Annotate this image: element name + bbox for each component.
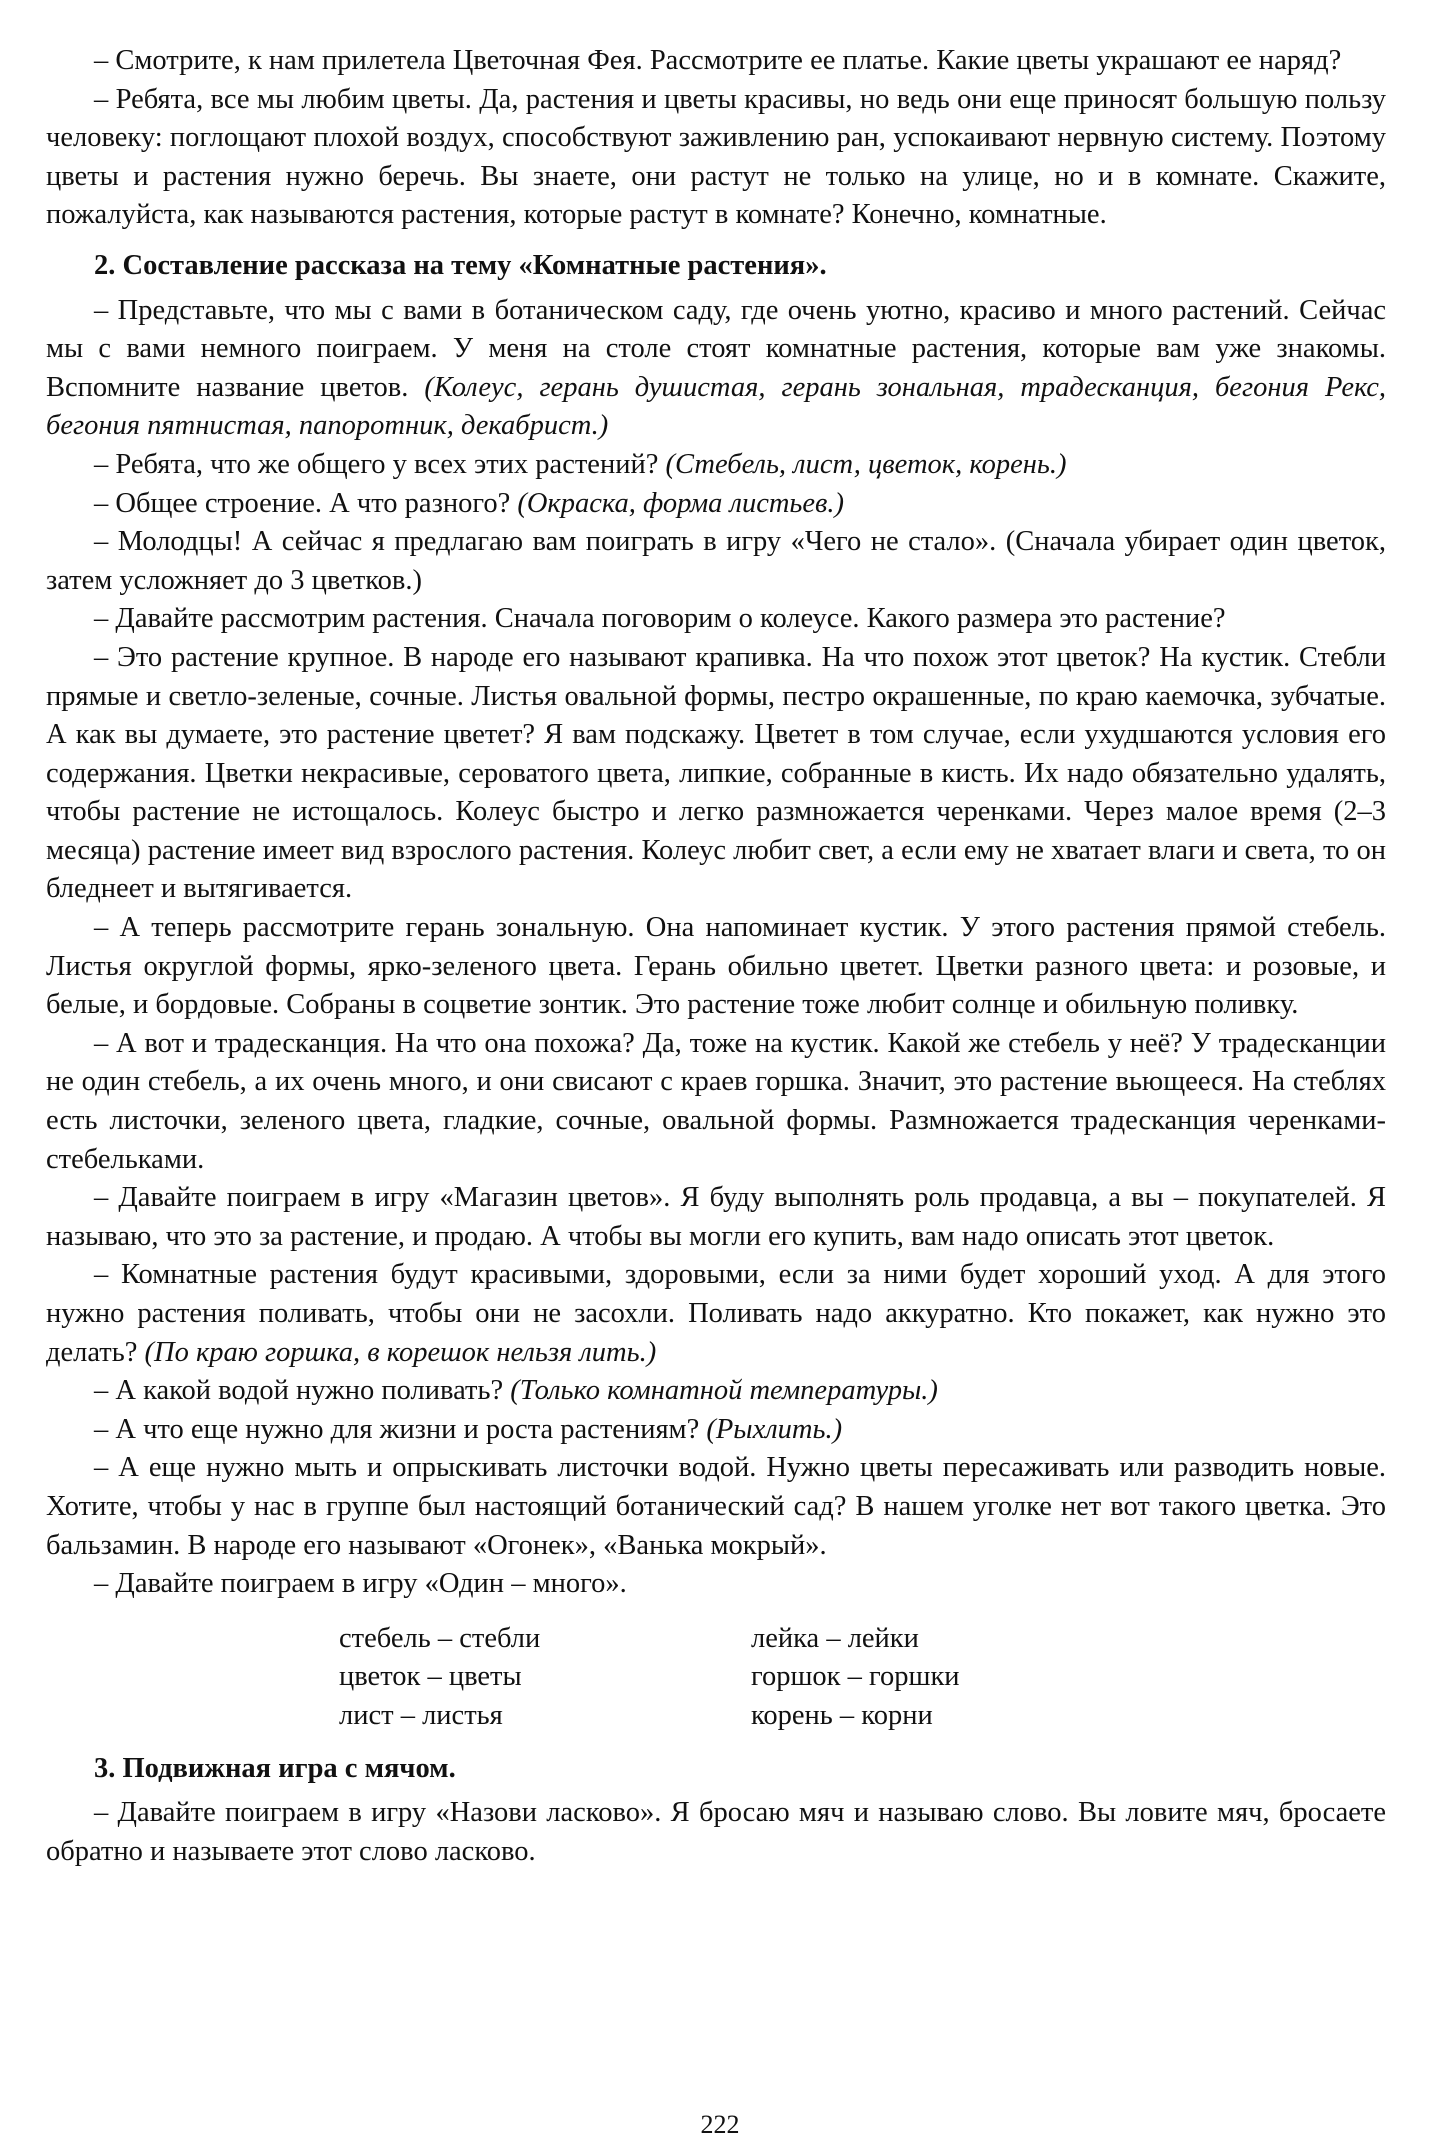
paragraph-text: – Давайте поиграем в игру «Магазин цветов». Я буду выполнять роль продавца, а вы – покупателей. Я называю, что это за растение, и продаю. А чтобы вы могли его купить, вам надо описать этот цветок. xyxy=(46,1182,1386,1252)
paragraph-text: – А еще нужно мыть и опрыскивать листочки водой. Нужно цветы пересаживать или разводить новые. Хотите, чтобы у нас в группе был настоящий ботанический сад? В нашем уголке нет вот такого цветка. Это бальзамин. В народе его называют «Огонек», «Ванька мокрый». xyxy=(46,1452,1386,1561)
document-body xyxy=(46,42,1386,1871)
paragraph-text: – Это растение крупное. В народе его называют крапивка. На что похож этот цветок? На кустик. Стебли прямые и светло-зеленые, сочные. Листья овальной формы, пестро окрашенные, по краю каемочка, зубчатые. А как вы думаете, это растение цветет? Я вам подскажу. Цветет в том случае, если ухудшаются условия его содержания. Цветки некрасивые, сероватого цвета, липкие, собранные в кисть. Их надо обязательно удалять, чтобы растение не истощалось. Колеус быстро и легко размножается черенками. Через малое время (2–3 месяца) растение имеет вид взрослого растения. Колеус любит свет, а если ему не хватает влаги и света, то он бледнеет и вытягивается. xyxy=(46,641,1386,905)
word-pair: лейка – лейки xyxy=(751,1622,919,1654)
paragraph-text: – Общее строение. А что разного? xyxy=(94,487,518,519)
section-heading: 2. Составление рассказа на тему «Комнатные растения». xyxy=(94,249,827,281)
paragraph xyxy=(46,639,1386,909)
paragraph xyxy=(46,1565,1386,1604)
paragraph xyxy=(46,1256,1386,1372)
paragraph-text: – Смотрите, к нам прилетела Цветочная Фея. Рассмотрите ее платье. Какие цветы украшают ее наряд? xyxy=(94,45,1342,76)
paragraph-text: – Молодцы! А сейчас я предлагаю вам поиграть в игру «Чего не стало». (Сначала убирает один цветок, затем усложняет до 3 цветков.) xyxy=(46,526,1386,596)
word-pair: цветок – цветы xyxy=(339,1661,522,1693)
paragraph xyxy=(46,1025,1386,1179)
word-pair: лист – листья xyxy=(339,1699,503,1731)
word-pair: стебель – стебли xyxy=(339,1622,541,1654)
word-pair: корень – корни xyxy=(751,1699,933,1731)
paragraph xyxy=(46,600,1386,639)
italic-answer: (Стебель, лист, цветок, корень.) xyxy=(665,448,1067,480)
word-pair: горшок – горшки xyxy=(751,1661,960,1693)
paragraph xyxy=(46,1411,1386,1450)
paragraph xyxy=(46,1794,1386,1871)
paragraph-text: – Давайте поиграем в игру «Назови ласково». Я бросаю мяч и называю слово. Вы ловите мяч, бросаете обратно и называете этот слово ласково. xyxy=(46,1797,1386,1867)
paragraph xyxy=(46,42,1386,81)
paragraph xyxy=(46,1372,1386,1411)
italic-answer: (Рыхлить.) xyxy=(706,1413,843,1445)
paragraph xyxy=(46,1449,1386,1565)
section-heading: 3. Подвижная игра с мячом. xyxy=(94,1752,456,1784)
paragraph-text: – Ребята, все мы любим цветы. Да, растения и цветы красивы, но ведь они еще приносят большую пользу человеку: поглощают плохой воздух, способствуют заживлению ран, успокаивают нервную систему. Поэтому цветы и растения нужно беречь. Вы знаете, они растут не только на улице, но и в комнате. Скажите, пожалуйста, как называются растения, которые растут в комнате? Конечно, комнатные. xyxy=(46,83,1386,231)
italic-answer: (Окраска, форма листьев.) xyxy=(517,487,845,519)
paragraph xyxy=(46,81,1386,235)
italic-answer: (Только комнатной температуры.) xyxy=(510,1375,938,1407)
paragraph-text: – Давайте поиграем в игру «Один – много». xyxy=(94,1568,627,1600)
paragraph-text: – А теперь рассмотрите герань зональную. Она напоминает кустик. У этого растения прямой стебель. Листья округлой формы, ярко-зеленого цвета. Герань обильно цветет. Цветки разного цвета: и розовые, и белые, и бордовые. Собраны в соцветие зонтик. Это растение тоже любит солнце и обильную поливку. xyxy=(46,912,1386,1021)
paragraph-text: – Давайте рассмотрим растения. Сначала поговорим о колеусе. Какого размера это растение? xyxy=(94,603,1226,635)
paragraph-text: – А что еще нужно для жизни и роста растениям? xyxy=(94,1413,707,1445)
paragraph-text: – Комнатные растения будут красивыми, здоровыми, если за ними будет хороший уход. А для этого нужно растения поливать, чтобы они не засохли. Поливать надо аккуратно. Кто покажет, как нужно это делать? xyxy=(46,1259,1386,1368)
word-pairs-table xyxy=(339,1620,1386,1736)
paragraph xyxy=(46,485,1386,524)
paragraph xyxy=(46,523,1386,600)
paragraph xyxy=(46,446,1386,485)
italic-answer: (Колеус, герань душистая, герань зональная, традесканция, бегония Рекс, бегония пятнистая, папоротник, декабрист.) xyxy=(46,371,1386,442)
paragraph-text: – А вот и традесканция. На что она похожа? Да, тоже на кустик. Какой же стебель у неё? У традесканции не один стебель, а их очень много, и они свисают с краев горшка. Значит, это растение вьющееся. На стеблях есть листочки, зеленого цвета, гладкие, сочные, овальной формы. Размножается традесканция черенками-стебельками. xyxy=(46,1027,1386,1175)
paragraph xyxy=(46,909,1386,1025)
paragraph-text: – Представьте, что мы с вами в ботаническом саду, где очень уютно, красиво и много растений. Сейчас мы с вами немного поиграем. У меня на столе стоят комнатные растения, которые вам уже знакомы. Вспомните название цветов. xyxy=(46,294,1386,403)
italic-answer: (По краю горшка, в корешок нельзя лить.) xyxy=(144,1336,657,1368)
page-number: 222 xyxy=(700,2110,740,2139)
paragraph-text: – А какой водой нужно поливать? xyxy=(94,1375,511,1407)
paragraph xyxy=(46,292,1386,446)
paragraph xyxy=(46,1179,1386,1256)
paragraph-text: – Ребята, что же общего у всех этих растений? xyxy=(94,448,666,480)
